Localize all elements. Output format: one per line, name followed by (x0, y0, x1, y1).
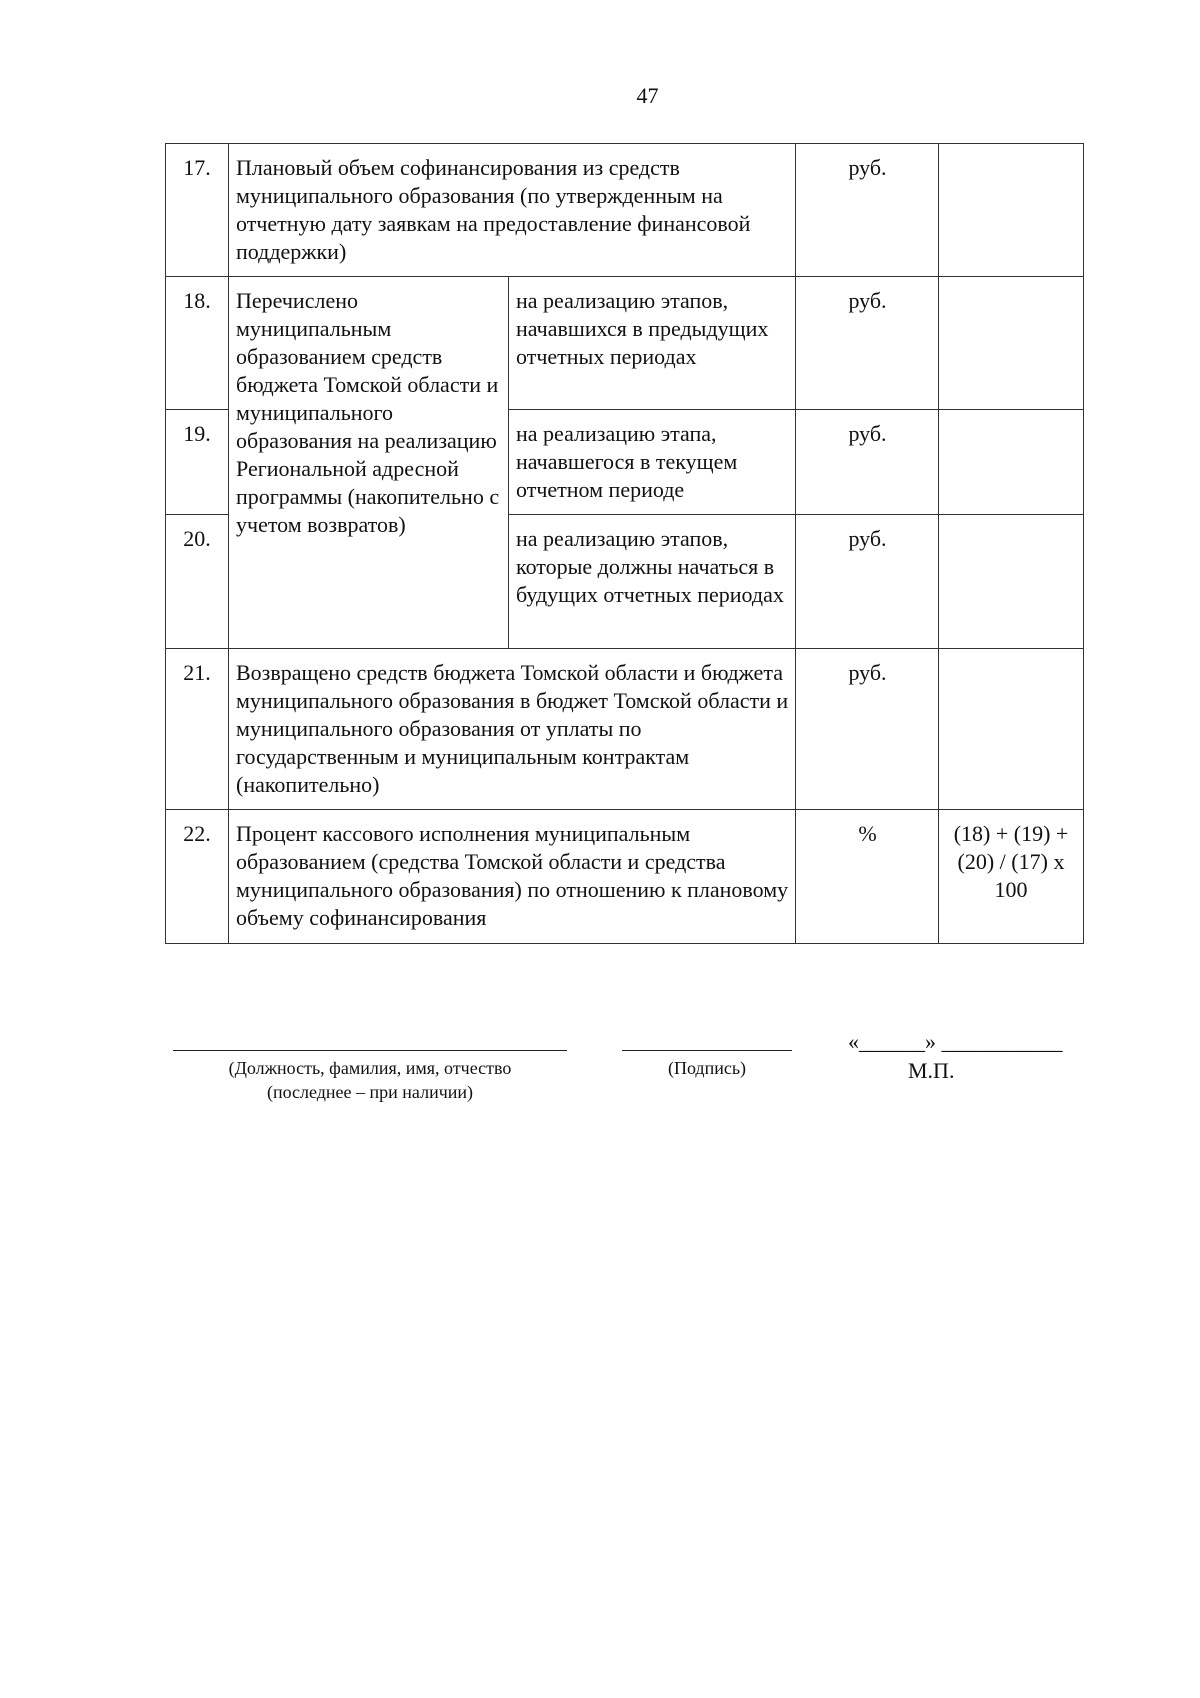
table-row-22 (166, 810, 1084, 944)
row-value (939, 410, 1084, 515)
position-signature-line (173, 1050, 567, 1051)
page-number: 47 (636, 83, 659, 108)
row-sub-description: на реализацию этапов, начавшихся в предыдущих отчетных периодах (509, 277, 796, 410)
row-unit: руб. (796, 649, 939, 810)
row-unit: % (796, 810, 939, 944)
row-number: 17. (166, 144, 229, 277)
row-number: 20. (166, 515, 229, 649)
date-field: «______» ___________ (848, 1029, 1063, 1054)
position-caption (173, 1056, 567, 1104)
signature-line (622, 1050, 792, 1051)
position-caption-line2: (последнее – при наличии) (266, 1082, 474, 1102)
row-unit: руб. (796, 277, 939, 410)
row-value (939, 277, 1084, 410)
table-row-21 (166, 649, 1084, 810)
row-value (939, 649, 1084, 810)
row-calculation: (18) + (19) + (20) / (17) x 100 (939, 810, 1084, 944)
row-sub-description: на реализацию этапа, начавшегося в текущем отчетном периоде (509, 410, 796, 515)
group-description: Перечислено муниципальным образованием средств бюджета Томской области и муниципального образования на реализацию Региональной адресной программы (накопительно с учетом возвратов) (229, 277, 509, 649)
row-value (939, 144, 1084, 277)
row-number: 19. (166, 410, 229, 515)
signature-caption: (Подпись) (667, 1058, 747, 1078)
table-row-18 (166, 277, 1084, 410)
row-unit: руб. (796, 144, 939, 277)
report-table (165, 143, 1084, 944)
row-sub-description: на реализацию этапов, которые должны начаться в будущих отчетных периодах (509, 515, 796, 649)
row-number: 18. (166, 277, 229, 410)
row-description: Возвращено средств бюджета Томской области и бюджета муниципального образования в бюджет Томской области и муниципального образования от уплаты по государственным и муниципальным контрактам (накопительно) (229, 649, 796, 810)
table-row-17 (166, 144, 1084, 277)
row-number: 22. (166, 810, 229, 944)
row-value (939, 515, 1084, 649)
row-unit: руб. (796, 410, 939, 515)
position-caption-line1: (Должность, фамилия, имя, отчество (228, 1058, 512, 1078)
row-description: Процент кассового исполнения муниципальным образованием (средства Томской области и средства муниципального образования) по отношению к плановому объему софинансирования (229, 810, 796, 944)
row-unit: руб. (796, 515, 939, 649)
row-number: 21. (166, 649, 229, 810)
row-description: Плановый объем софинансирования из средств муниципального образования (по утвержденным на отчетную дату заявкам на предоставление финансовой поддержки) (229, 144, 796, 277)
stamp-label: М.П. (908, 1058, 955, 1083)
